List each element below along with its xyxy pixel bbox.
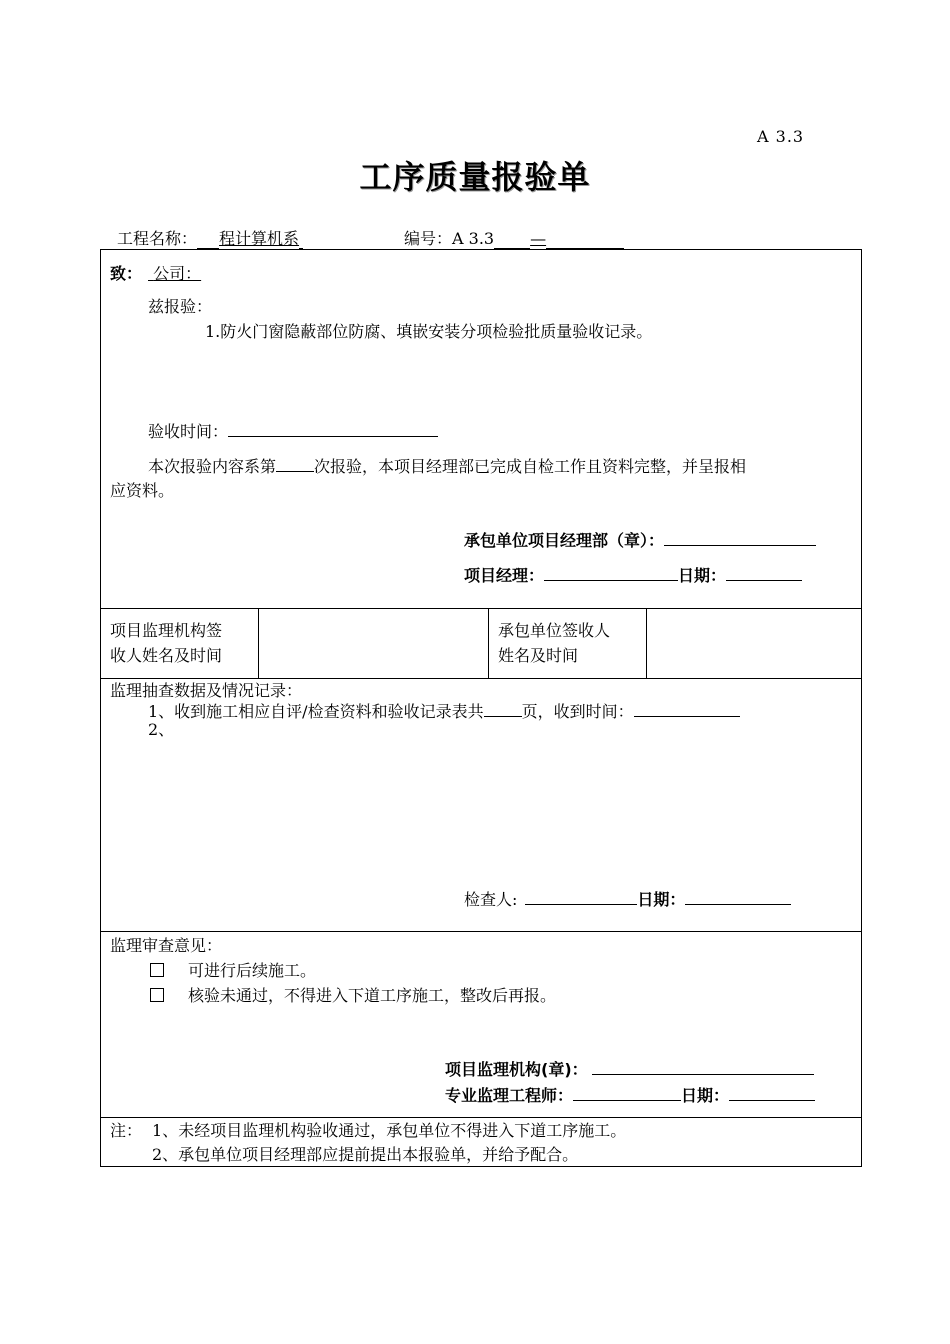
note-2: 2、承包单位项目经理部应提前提出本报验单，并给予配合。 [152,1145,579,1164]
recipient-row [110,263,201,285]
pm-date-field[interactable] [726,564,802,581]
report-count-field[interactable] [276,455,314,472]
row-divider-2 [100,678,862,679]
project-name-row [117,226,303,249]
inspection-heading: 监理抽查数据及情况记录： [110,681,303,700]
project-name-underline-lead [197,230,219,249]
report-item-1: 1.防火门窗隐蔽部位防腐、填嵌安装分项检验批质量验收记录。 [205,322,653,341]
statement-text-2: 次报验，本项目经理部已完成自检工作且资料完整，并呈报相 [314,457,747,476]
form-number-field-2[interactable] [546,230,624,249]
supervision-org-seal-field[interactable] [592,1058,814,1075]
project-name-value[interactable]: 程计算机系 [219,229,300,248]
inspector-date-label: 日期： [637,890,686,909]
checkbox-rejected[interactable] [150,988,164,1002]
contractor-dept-label: 承包单位项目经理部（章）： [464,531,665,550]
engineer-row [445,1084,815,1107]
contractor-dept-seal-field[interactable] [664,529,816,546]
inspector-date-field[interactable] [685,888,791,905]
review-option-1[interactable] [150,960,316,982]
form-number-field-1[interactable] [494,230,530,249]
engineer-date-field[interactable] [729,1084,815,1101]
notes-label: 注： [110,1121,143,1140]
form-code: A 3.3 [757,127,805,146]
col-divider-3 [646,608,647,678]
form-number-label: 编号：A 3.3 [404,229,495,248]
engineer-label: 专业监理工程师： [445,1086,574,1105]
inspector-field[interactable] [525,888,637,905]
contractor-receiver-label-l1: 承包单位签收人 [498,621,611,640]
contractor-receiver-label-l2: 姓名及时间 [498,646,579,665]
statement-line-2: 应资料。 [110,481,175,500]
contractor-receiver-field[interactable] [650,612,858,674]
form-title: 工序质量报验单 [359,158,591,196]
inspection-item-1-text: 1、收到施工相应自评/检查资料和验收记录表共 [148,702,484,721]
project-name-label: 工程名称： [117,229,198,248]
col-divider-2 [488,608,489,678]
inspection-item-1-text-2: 页，收到时间： [521,702,634,721]
inspection-item-1 [148,700,740,723]
to-label: 致： [110,264,143,283]
supervision-org-row [445,1058,814,1081]
project-name-underline-tail [299,230,303,249]
statement-line-1 [148,455,746,478]
review-heading: 监理审查意见： [110,936,223,955]
engineer-field[interactable] [573,1084,681,1101]
acceptance-time-label: 验收时间： [148,422,229,441]
project-manager-label: 项目经理： [464,566,545,585]
row-divider-4 [100,1117,862,1118]
page-count-field[interactable] [484,700,522,717]
form-number-row [404,226,624,249]
contractor-dept-row [464,529,816,552]
project-manager-field[interactable] [544,564,678,581]
form-number-dash: — [530,229,547,248]
review-option-1-label: 可进行后续施工。 [188,961,317,980]
review-option-2[interactable] [150,985,556,1007]
supervision-org-label: 项目监理机构(章)： [445,1060,588,1079]
inspector-row [464,888,791,911]
project-manager-row [464,564,802,587]
row-divider-1 [100,608,862,609]
inspection-item-2: 2、 [148,720,175,739]
acceptance-time-field[interactable] [228,420,438,437]
review-option-2-label: 核验未通过，不得进入下道工序施工，整改后再报。 [188,986,557,1005]
pm-date-label: 日期： [678,566,727,585]
row-divider-3 [100,931,862,932]
acceptance-time-row [148,420,438,443]
note-1: 1、未经项目监理机构验收通过，承包单位不得进入下道工序施工。 [152,1121,627,1140]
received-time-field[interactable] [634,700,740,717]
statement-text-1: 本次报验内容系第 [148,457,277,476]
checkbox-proceed[interactable] [150,963,164,977]
supervision-receiver-label-l2: 收人姓名及时间 [110,646,223,665]
supervision-receiver-label-l1: 项目监理机构签 [110,621,223,640]
supervision-receiver-field[interactable] [262,612,484,674]
report-label: 兹报验： [148,297,213,316]
inspector-label: 检查人: [464,890,518,909]
recipient-company[interactable]: 公司： [153,264,202,283]
note-row-1 [110,1120,626,1142]
engineer-date-label: 日期： [681,1086,730,1105]
col-divider-1 [258,608,259,678]
